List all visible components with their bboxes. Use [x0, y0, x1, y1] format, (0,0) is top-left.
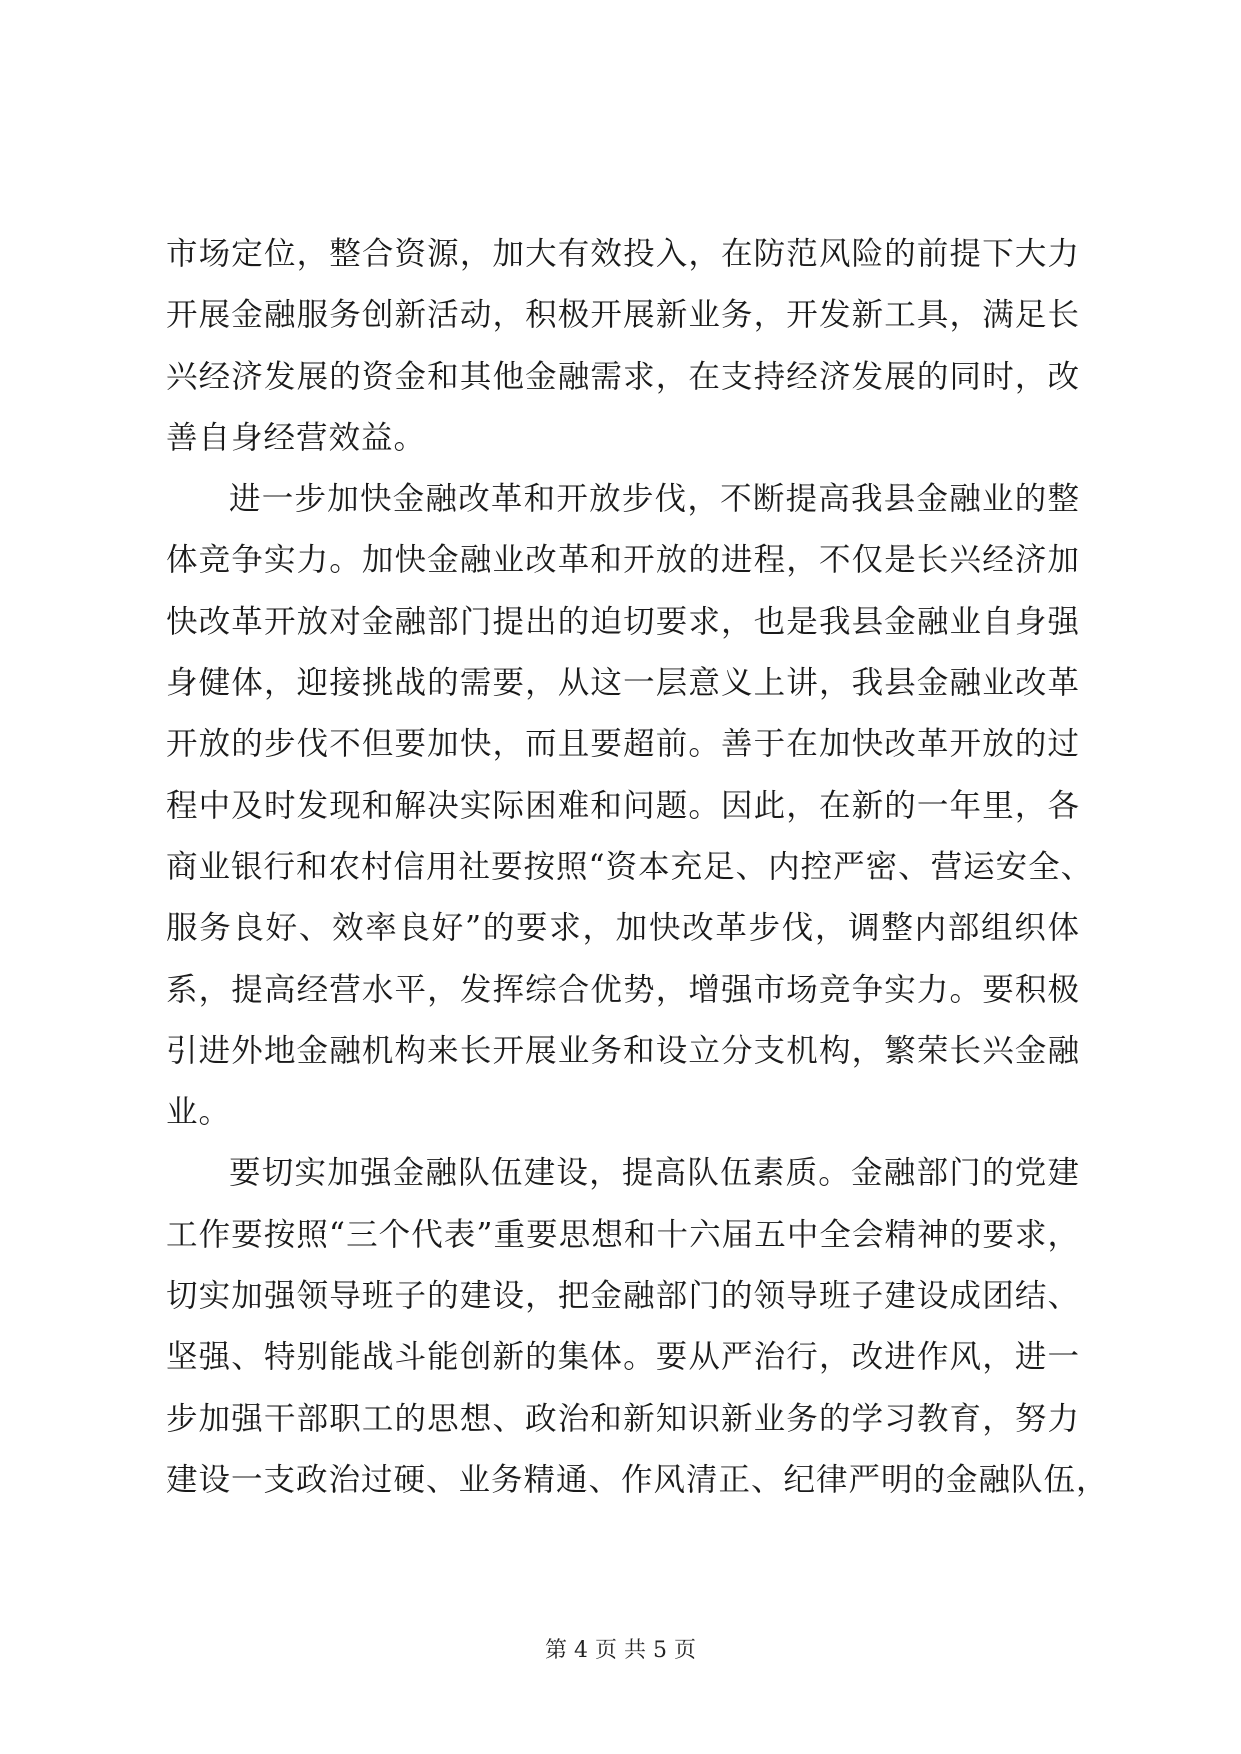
page-number: 第 4 页 共 5 页 [545, 1638, 696, 1663]
text-line: 系，提高经营水平，发挥综合优势，增强市场竞争实力。要积极 [166, 971, 1080, 1008]
text-line: 工作要按照“三个代表”重要思想和十六届五中全会精神的要求， [166, 1216, 1080, 1253]
text-line: 建设一支政治过硬、业务精通、作风清正、纪律严明的金融队伍， [166, 1461, 1109, 1498]
text-line: 程中及时发现和解决实际困难和问题。因此，在新的一年里，各 [166, 787, 1080, 824]
text-line: 服务良好、效率良好”的要求，加快改革步伐，调整内部组织体 [166, 910, 1080, 947]
text-line: 开放的步伐不但要加快，而且要超前。善于在加快改革开放的过 [166, 726, 1080, 763]
text-line: 开展金融服务创新活动，积极开展新业务，开发新工具，满足长 [166, 297, 1080, 334]
text-line: 快改革开放对金融部门提出的迫切要求，也是我县金融业自身强 [166, 603, 1080, 640]
text-line: 善自身经营效益。 [166, 419, 427, 456]
text-line: 切实加强领导班子的建设，把金融部门的领导班子建设成团结、 [166, 1278, 1080, 1315]
text-line: 兴经济发展的资金和其他金融需求，在支持经济发展的同时，改 [166, 358, 1080, 395]
text-line: 身健体，迎接挑战的需要，从这一层意义上讲，我县金融业改革 [166, 665, 1080, 702]
text-line: 市场定位，整合资源，加大有效投入，在防范风险的前提下大力 [166, 236, 1080, 272]
paragraph-start-line: 要切实加强金融队伍建设，提高队伍素质。金融部门的党建 [229, 1155, 1080, 1192]
text-line: 坚强、特别能战斗能创新的集体。要从严治行，改进作风，进一 [166, 1339, 1080, 1376]
text-line: 商业银行和农村信用社要按照“资本充足、内控严密、营运安全、 [166, 848, 1094, 885]
page-footer [0, 1636, 1241, 1666]
text-line: 步加强干部职工的思想、政治和新知识新业务的学习教育，努力 [166, 1400, 1080, 1437]
text-line: 业。 [166, 1094, 232, 1131]
text-line: 体竞争实力。加快金融业改革和开放的进程，不仅是长兴经济加 [166, 542, 1080, 579]
document-body [166, 224, 1109, 1511]
paragraph-start-line: 进一步加快金融改革和开放步伐，不断提高我县金融业的整 [229, 481, 1080, 518]
text-line: 引进外地金融机构来长开展业务和设立分支机构，繁荣长兴金融 [166, 1032, 1080, 1069]
